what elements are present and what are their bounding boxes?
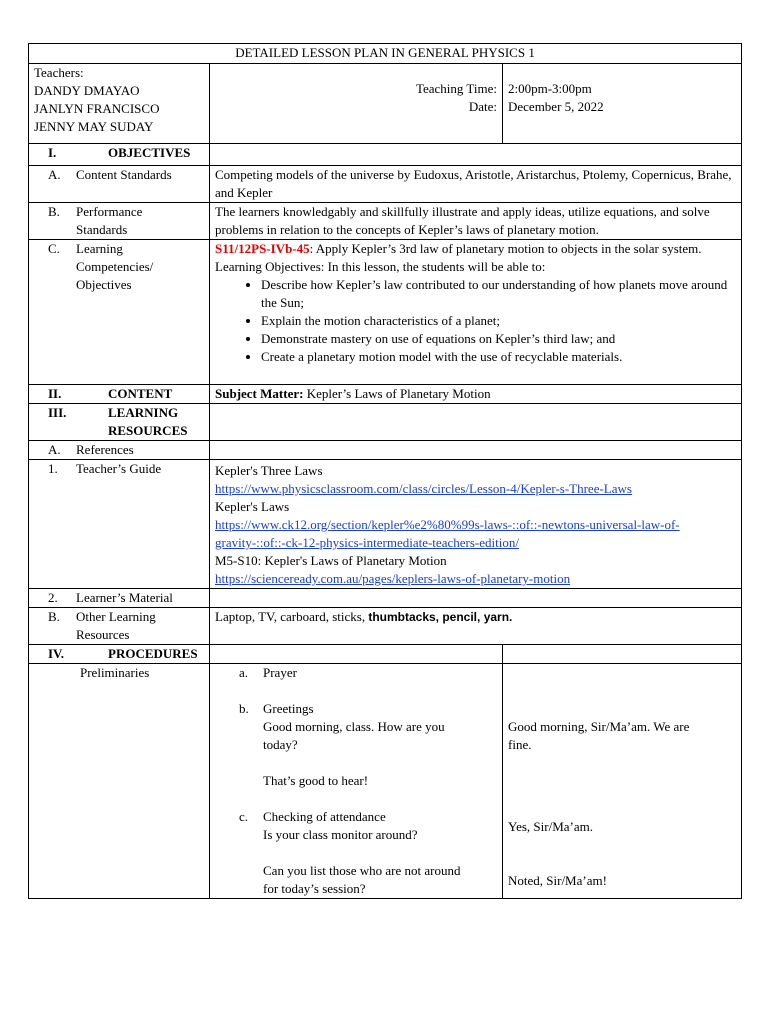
references-label: A. References [29, 441, 210, 460]
teacher-name: JENNY MAY SUDAY [34, 119, 154, 134]
content-standards-value: Competing models of the universe by Eudoxus, Aristotle, Aristarchus, Ptolemy, Copernicus, Brahe, and Kepler [210, 166, 742, 203]
teachers-guide-references [210, 460, 742, 589]
reference-title: Kepler's Laws [215, 499, 290, 514]
reference-title: Kepler's Three Laws [215, 463, 323, 478]
list-item: • Create a planetary motion model with the use of recyclable materials. [261, 348, 736, 366]
learners-material-label: 2. Learner’s Material [29, 589, 210, 608]
teacher-activity: a. Prayer b. Greetings Good morning, class. How are you today? That’s good to hear! c. Checking of attendance Is your class monitor around? Can you list those who are not around for today’s session? [210, 664, 503, 899]
objectives-heading: I. OBJECTIVES [29, 144, 210, 166]
objectives-list [215, 276, 736, 366]
other-resources-value: Laptop, TV, carboard, sticks, thumbtacks, pencil, yarn. [210, 608, 742, 645]
reference-link[interactable]: https://www.ck12.org/section/kepler%e2%80%99s-laws-::of::-newtons-universal-law-of- [215, 517, 680, 532]
lesson-plan-table [28, 43, 742, 899]
competencies-value [210, 240, 742, 385]
reference-link[interactable]: https://www.physicsclassroom.com/class/circles/Lesson-4/Kepler-s-Three-Laws [215, 481, 632, 496]
content-heading: II. CONTENT [29, 385, 210, 404]
list-item: • Explain the motion characteristics of a planet; [261, 312, 736, 330]
content-standards-label: A. Content Standards [29, 166, 210, 203]
reference-link[interactable]: gravity-::of::-ck-12-physics-intermediate-teachers-edition/ [215, 535, 519, 550]
teacher-name: JANLYN FRANCISCO [34, 101, 160, 116]
lesson-plan [28, 43, 741, 899]
time-date-values [503, 64, 742, 144]
preliminaries-label: Preliminaries [29, 664, 210, 899]
subject-matter: Subject Matter: Kepler’s Laws of Planetary Motion [210, 385, 742, 404]
competencies-label: C. Learning Competencies/ Objectives [29, 240, 210, 385]
teachers-cell [29, 64, 210, 144]
date-label: Date: [468, 99, 497, 114]
learning-resources-heading: III. LEARNING RESOURCES [29, 404, 210, 441]
teacher-name: DANDY DMAYAO [34, 83, 140, 98]
teaching-time-value: 2:00pm-3:00pm [508, 81, 592, 96]
teaching-time-label: Teaching Time: [415, 81, 497, 96]
performance-standards-value: The learners knowledgably and skillfully illustrate and apply ideas, utilize equations, and solve problems in relation to the concepts of Kepler’s laws of planetary motion. [210, 203, 742, 240]
objectives-intro: Learning Objectives: In this lesson, the students will be able to: [215, 259, 546, 274]
reference-title: M5-S10: Kepler's Laws of Planetary Motion [215, 553, 447, 568]
competency-text: : Apply Kepler’s 3rd law of planetary motion to objects in the solar system. [309, 241, 702, 256]
document-title: DETAILED LESSON PLAN IN GENERAL PHYSICS 1 [29, 44, 742, 64]
teachers-guide-label: 1. Teacher’s Guide [29, 460, 210, 589]
time-date-labels [210, 64, 503, 144]
performance-standards-label: B. Performance Standards [29, 203, 210, 240]
procedures-heading: IV. PROCEDURES [29, 645, 210, 664]
teachers-label: Teachers: [34, 65, 84, 80]
date-value: December 5, 2022 [508, 99, 604, 114]
reference-link[interactable]: https://scienceready.com.au/pages/keplers-laws-of-planetary-motion [215, 571, 571, 586]
other-resources-label: B. Other Learning Resources [29, 608, 210, 645]
list-item: • Demonstrate mastery on use of equations on Kepler’s third law; and [261, 330, 736, 348]
student-response: Good morning, Sir/Ma’am. We are fine. Yes, Sir/Ma’am. Noted, Sir/Ma’am! [503, 664, 742, 899]
competency-code: S11/12PS-IVb-45 [215, 241, 310, 256]
list-item: • Describe how Kepler’s law contributed to our understanding of how planets move around the Sun; [261, 276, 736, 312]
